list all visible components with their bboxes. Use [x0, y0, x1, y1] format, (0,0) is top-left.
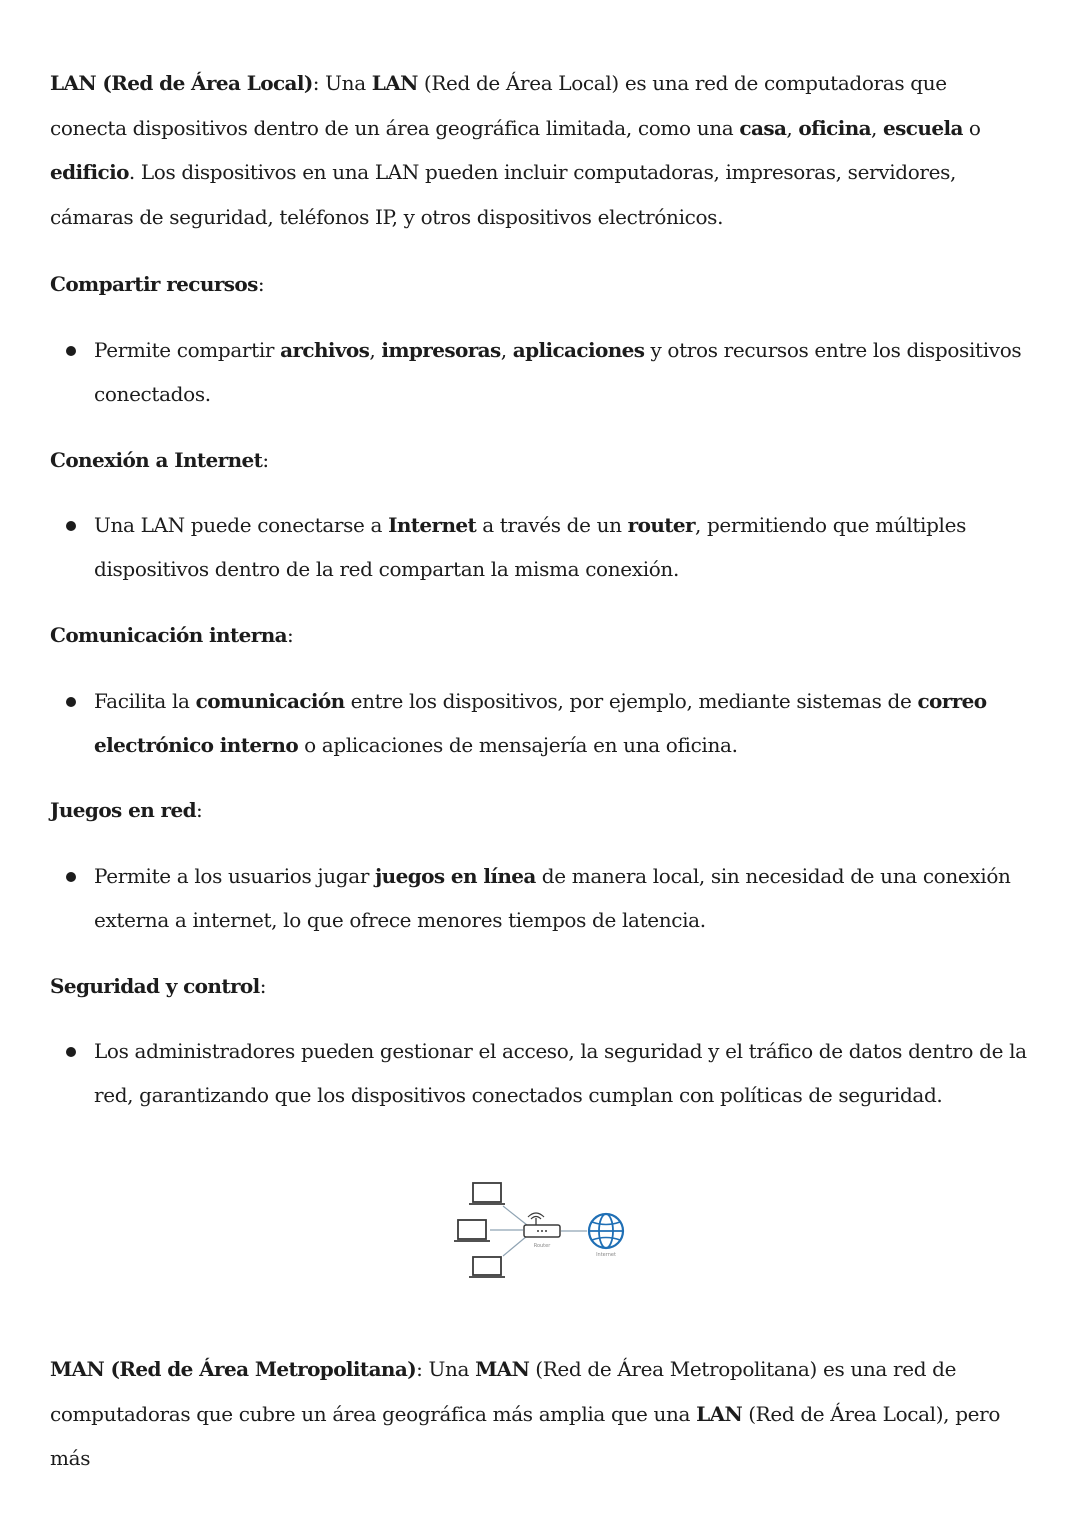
router-label: Router — [533, 1243, 551, 1249]
man-intro-paragraph: MAN (Red de Área Metropolitana): Una MAN (Red de Área Metropolitana) es una red de computadoras que cubre un área geográfica más amplia que una LAN (Red de Área Local), pero más — [50, 1357, 1001, 1470]
bullet-icon — [66, 697, 76, 707]
section-heading-juegos-en-red: Juegos en red: — [50, 798, 203, 822]
section-heading-comunicacion-interna: Comunicación interna: — [50, 623, 294, 647]
globe-icon — [589, 1214, 623, 1248]
list-item-conexion-internet: Una LAN puede conectarse a Internet a través de un router, permitiendo que múltiples dispositivos dentro de la red compartan la misma conexión. — [94, 504, 1029, 591]
laptop-icon — [454, 1220, 490, 1241]
lan-intro-paragraph: LAN (Red de Área Local): Una LAN (Red de Área Local) es una red de computadoras que conecta dispositivos dentro de un área geográfica limitada, como una casa, oficina, escuela o edificio. Los dispositivos en una LAN pueden incluir computadoras, impresoras, servidores, cámaras de seguridad, teléfonos IP, y otros dispositivos electrónicos. — [50, 71, 981, 229]
lan-network-diagram — [452, 1178, 632, 1282]
list-item-juegos-en-red: Permite a los usuarios jugar juegos en línea de manera local, sin necesidad de una conexión externa a internet, lo que ofrece menores tiempos de latencia. — [94, 855, 1029, 942]
list-item-compartir-recursos: Permite compartir archivos, impresoras, aplicaciones y otros recursos entre los dispositivos conectados. — [94, 329, 1029, 416]
laptop-icon — [469, 1183, 505, 1204]
lan-term: LAN (Red de Área Local) — [50, 71, 313, 95]
bullet-icon — [66, 872, 76, 882]
router-icon — [524, 1213, 560, 1237]
internet-label: Internet — [596, 1252, 616, 1258]
man-term: MAN (Red de Área Metropolitana) — [50, 1357, 417, 1381]
bullet-icon — [66, 521, 76, 531]
laptop-icon — [469, 1257, 505, 1277]
bullet-icon — [66, 346, 76, 356]
list-item-seguridad-control: Los administradores pueden gestionar el acceso, la seguridad y el tráfico de datos dentro de la red, garantizando que los dispositivos conectados cumplan con políticas de seguridad. — [94, 1030, 1029, 1117]
list-item-comunicacion-interna: Facilita la comunicación entre los dispositivos, por ejemplo, mediante sistemas de correo electrónico interno o aplicaciones de mensajería en una oficina. — [94, 680, 1029, 767]
section-heading-conexion-internet: Conexión a Internet: — [50, 448, 269, 472]
section-heading-seguridad-control: Seguridad y control: — [50, 974, 266, 998]
bullet-icon — [66, 1047, 76, 1057]
section-heading-compartir-recursos: Compartir recursos: — [50, 272, 264, 296]
